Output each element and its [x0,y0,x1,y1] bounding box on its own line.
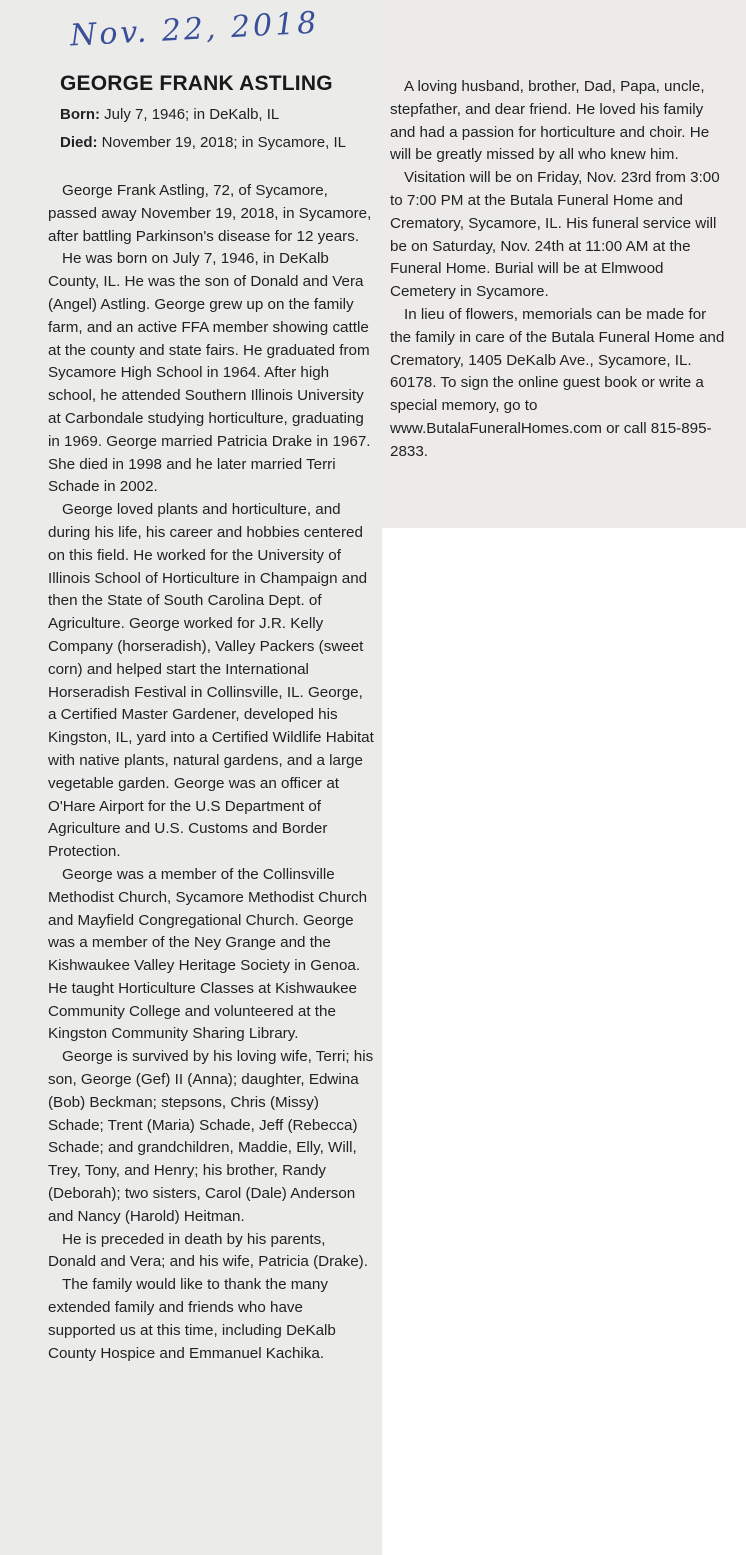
born-value: July 7, 1946; in DeKalb, IL [104,106,280,123]
obituary-paragraph: George loved plants and horticulture, and during his life, his career and hobbies centered on this field. He worked for the University of Illinois School of Horticulture in Champaign and then the State of South Carolina Dept. of Agriculture. George worked for J.R. Kelly Company (horseradish), Valley Packers (sweet corn) and helped start the International Horseradish Festival in Collinsville, IL. George, a Certified Master Gardener, developed his Kingston, IL, yard into a Certified Wildlife Habitat with native plants, natural gardens, and a large vegetable garden. George was an officer at O'Hare Airport for the U.S Department of Agriculture and U.S. Customs and Border Protection. [48,501,374,861]
obituary-left-column [48,180,374,1365]
died-label: Died: [60,134,98,151]
died-value: November 19, 2018; in Sycamore, IL [101,134,346,151]
obituary-paragraph: A loving husband, brother, Dad, Papa, uncle, stepfather, and dear friend. He loved his family and had a passion for horticulture and choir. He will be greatly missed by all who knew him. [390,78,710,164]
obituary-paragraph: George was a member of the Collinsville Methodist Church, Sycamore Methodist Church and Mayfield Congregational Church. George was a member of the Ney Grange and the Kishwaukee Valley Heritage Society in Genoa. He taught Horticulture Classes at Kishwaukee Community College and volunteered at the Kingston Community Sharing Library. [48,865,368,1043]
obituary-right-column [390,76,730,464]
handwritten-date: Nov. 22, 2018 [69,5,321,54]
obituary-paragraph: He was born on July 7, 1946, in DeKalb County, IL. He was the son of Donald and Vera (Angel) Astling. George grew up on the family farm, and an active FFA member showing cattle at the county and state fairs. He graduated from Sycamore High School in 1964. After high school, he attended Southern Illinois University at Carbondale studying horticulture, graduating in 1969. George married Patricia Drake in 1967. She died in 1998 and he later married Terri Schade in 2002. [48,250,371,496]
born-line [60,106,279,123]
obituary-paragraph: George Frank Astling, 72, of Sycamore, passed away November 19, 2018, in Sycamore, after battling Parkinson's disease for 12 years. [48,182,372,245]
died-line [60,134,346,151]
obituary-title: GEORGE FRANK ASTLING [60,72,333,95]
obituary-paragraph: The family would like to thank the many extended family and friends who have supported us at this time, including DeKalb County Hospice and Emmanuel Kachika. [48,1276,336,1362]
obituary-paragraph: Visitation will be on Friday, Nov. 23rd from 3:00 to 7:00 PM at the Butala Funeral Home and Crematory, Sycamore, IL. His funeral service will be on Saturday, Nov. 24th at 11:00 AM at the Funeral Home. Burial will be at Elmwood Cemetery in Sycamore. [390,169,720,301]
obituary-paragraph: In lieu of flowers, memorials can be made for the family in care of the Butala Funeral Home and Crematory, 1405 DeKalb Ave., Sycamore, IL. 60178. To sign the online guest book or write a special memory, go to www.ButalaFuneralHomes.com or call 815-895-2833. [390,305,725,460]
obituary-paragraph: He is preceded in death by his parents, Donald and Vera; and his wife, Patricia (Drake). [48,1230,368,1271]
born-label: Born: [60,106,100,123]
obituary-paragraph: George is survived by his loving wife, Terri; his son, George (Gef) II (Anna); daughter, Edwina (Bob) Beckman; stepsons, Chris (Missy) Schade; Trent (Maria) Schade, Jeff (Rebecca) Schade; and grandchildren, Maddie, Elly, Will, Trey, Tony, and Henry; his brother, Randy (Deborah); two sisters, Carol (Dale) Anderson and Nancy (Harold) Heitman. [48,1048,374,1225]
